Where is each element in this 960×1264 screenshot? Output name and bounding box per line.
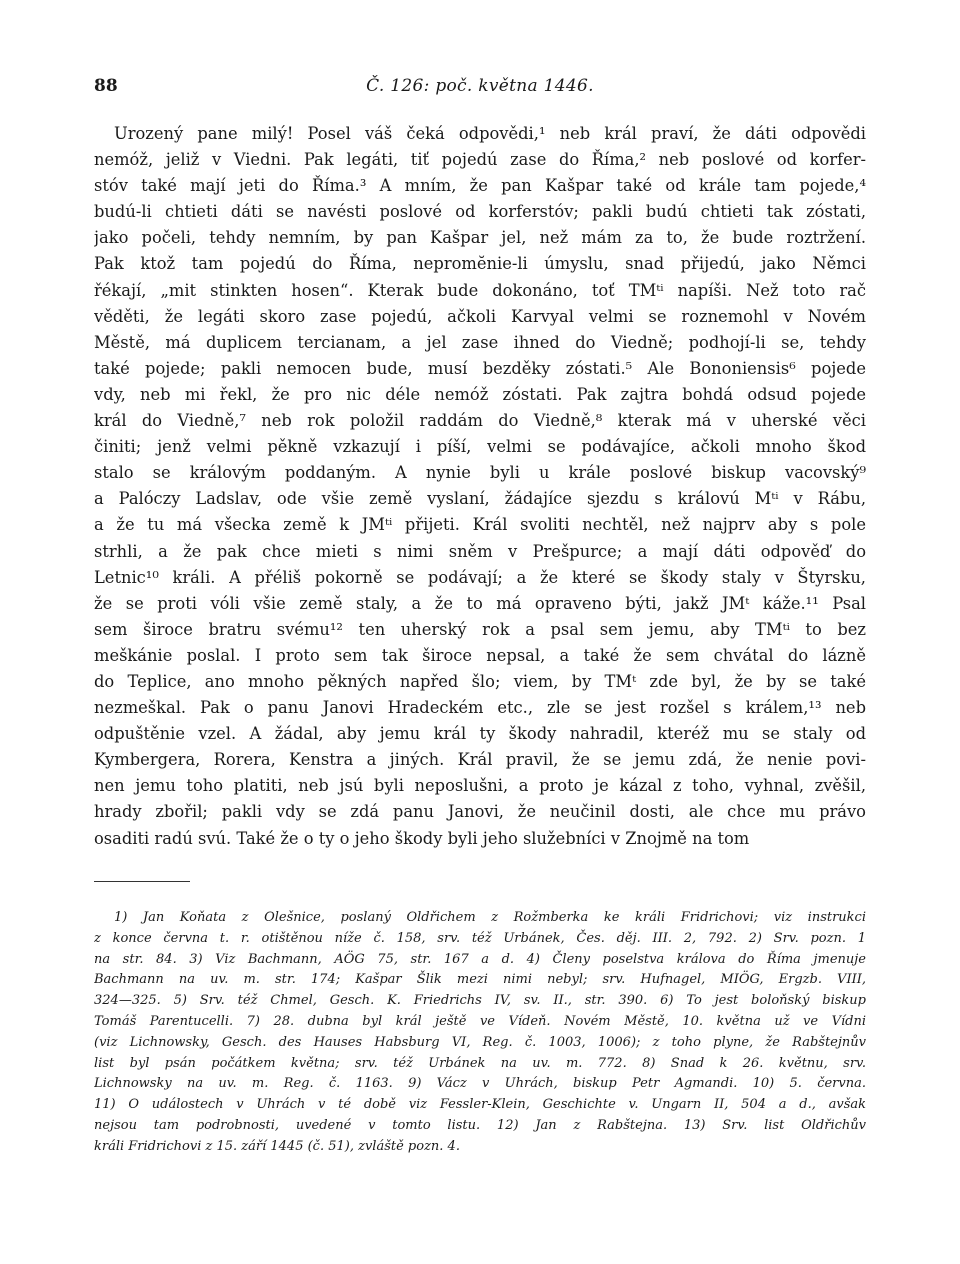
body-line: Městě, má duplicem tercianam, a jel zase ihned do Viedně; podhojí-li se, tehdy (94, 332, 866, 352)
body-line: odpuštěnie vzel. A žádal, aby jemu král ty škody nahradil, kteréž mu se staly od (94, 724, 866, 744)
body-line: král do Viedně,⁷ neb rok položil raddám do Viedně,⁸ kterak má v uherské věci (94, 411, 866, 431)
body-line: stalo se královým poddaným. A nynie byli u krále poslové biskup vacovský⁹ (94, 463, 866, 483)
footnote-line: list byl psán počátkem května; srv. též Urbánek na uv. m. 772. 8) Snad k 26. květnu, srv. (94, 1055, 866, 1071)
footnotes (94, 908, 866, 1158)
footnote-divider (94, 881, 190, 882)
body-line: že se proti vóli všie země staly, a že to má opraveno býti, jakž JMᵗ káže.¹¹ Psal (94, 593, 866, 613)
footnote-line: 11) O událostech v Uhrách v té době viz Fessler-Klein, Geschichte v. Ungarn II, 504 a d., avšak (94, 1097, 866, 1113)
footnote-line: králi Fridrichovi z 15. září 1445 (č. 51), zvláště pozn. 4. (94, 1138, 460, 1154)
body-line: a že tu má všecka země k JMᵗⁱ přijeti. Král svoliti nechtěl, než najprv aby s pole (94, 515, 866, 535)
body-line: budú-li chtieti dáti se navésti poslové od korferstóv; pakli budú chtieti tak zóstati, (94, 202, 866, 222)
body-line: jako počeli, tehdy nemním, by pan Kašpar jel, než mám za to, že bude roztržení. (94, 228, 866, 248)
body-line: nen jemu toho platiti, neb jsú byli neposlušni, a proto je kázal z toho, vyhnal, zvěšil, (94, 776, 866, 796)
body-line: do Teplice, ano mnoho pěkných napřed šlo; viem, by TMᵗ zde byl, že by se také (94, 671, 866, 691)
letter-body (94, 121, 866, 852)
body-line: vdy, neb mi řekl, že pro nic déle nemóž zóstati. Pak zajtra bohdá odsud pojede (94, 384, 866, 404)
footnote-line: na str. 84. 3) Viz Bachmann, AÖG 75, str. 167 a d. 4) Členy poselstva králova do Říma jmenuje (94, 951, 866, 967)
footnote-line: Bachmann na uv. m. str. 174; Kašpar Šlik mezi nimi nebyl; srv. Hufnagel, MIÖG, Ergzb. VIII, (94, 972, 866, 988)
body-line: strhli, a že pak chce mieti s nimi sněm v Prešpurce; a mají dáti odpověď do (94, 541, 866, 561)
body-line: řékají, „mit stinkten hosen“. Kterak bude dokonáno, toť TMᵗⁱ napíši. Než toto rač (94, 280, 866, 300)
running-head: Č. 126: poč. května 1446. (366, 76, 594, 96)
footnote-line: 1) Jan Koňata z Olešnice, poslaný Oldřichem z Rožmberka ke králi Fridrichovi; viz instrukci (114, 910, 866, 925)
body-line: Kymbergera, Rorera, Kenstra a jiných. Král pravil, že se jemu zdá, že nenie povi- (94, 750, 866, 770)
footnote-line: Lichnowsky na uv. m. Reg. č. 1163. 9) Vácz v Uhrách, biskup Petr Agmandi. 10) 5. června. (94, 1076, 866, 1092)
body-line: nemóž, jeliž v Viedni. Pak legáti, tiť pojedú zase do Říma,² neb poslové od korfer- (94, 150, 866, 170)
body-line: Urozený pane milý! Posel váš čeká odpovědi,¹ neb král praví, že dáti odpovědi (114, 124, 866, 143)
body-line: Pak ktož tam pojedú do Říma, nepromĕnie-li úmyslu, snad přijedú, jako Němci (94, 254, 866, 274)
footnote-line: z konce června t. r. otištěnou níže č. 158, srv. též Urbánek, Čes. děj. III. 2, 792. 2) Srv. pozn. 1 (94, 930, 866, 946)
footnote-line: 324—325. 5) Srv. též Chmel, Gesch. K. Friedrichs IV, sv. II., str. 390. 6) To jest boloňský biskup (94, 993, 866, 1009)
footnote-line: Tomáš Parentucelli. 7) 28. dubna byl král ještě ve Vídeň. Novém Městě, 10. května už ve Vídni (94, 1013, 866, 1029)
body-line: osaditi radú svú. Také že o ty o jeho škody byli jeho služebníci v Znojmě na tom (94, 828, 750, 848)
body-line: a Palóczy Ladslav, ode všie země vyslaní, žádajíce sjezdu s královú Mᵗⁱ v Rábu, (94, 489, 866, 509)
body-line: hrady zbořil; pakli vdy se zdá panu Janovi, že neučinil dosti, ale chce mu právo (94, 802, 866, 822)
footnote-line: (viz Lichnowsky, Gesch. des Hauses Habsburg VI, Reg. č. 1003, 1006); z toho plyne, že Rabštejnův (94, 1034, 866, 1050)
body-line: také pojede; pakli nemocen bude, musí bezděky zóstati.⁵ Ale Bononiensis⁶ pojede (94, 358, 866, 378)
body-line: stóv také mají jeti do Říma.³ A mním, že pan Kašpar také od krále tam pojede,⁴ (94, 176, 866, 196)
body-line: činiti; jenž velmi pěkně vzkazují i píší, velmi se podávajíce, ačkoli mnoho škod (94, 437, 866, 457)
page-header (94, 76, 866, 100)
body-line: Letnic¹⁰ králi. A přéliš pokorně se podávají; a že které se škody staly v Štyrsku, (94, 567, 866, 587)
footnote-line: nejsou tam podrobnosti, uvedené v tomto listu. 12) Jan z Rabštejna. 13) Srv. list Oldřichův (94, 1117, 866, 1133)
body-line: sem široce bratru svému¹² ten uherský rok a psal sem jemu, aby TMᵗⁱ to bez (94, 619, 866, 639)
body-line: nezmeškal. Pak o panu Janovi Hradeckém etc., zle se jest rozšel s králem,¹³ neb (94, 698, 866, 718)
body-line: meškánie poslal. I proto sem tak široce nepsal, a také že sem chvátal do lázně (94, 645, 866, 665)
page-number: 88 (94, 76, 118, 96)
body-line: věděti, že legáti skoro zase pojedú, ačkoli Karvyal velmi se roznemohl v Novém (94, 306, 866, 326)
